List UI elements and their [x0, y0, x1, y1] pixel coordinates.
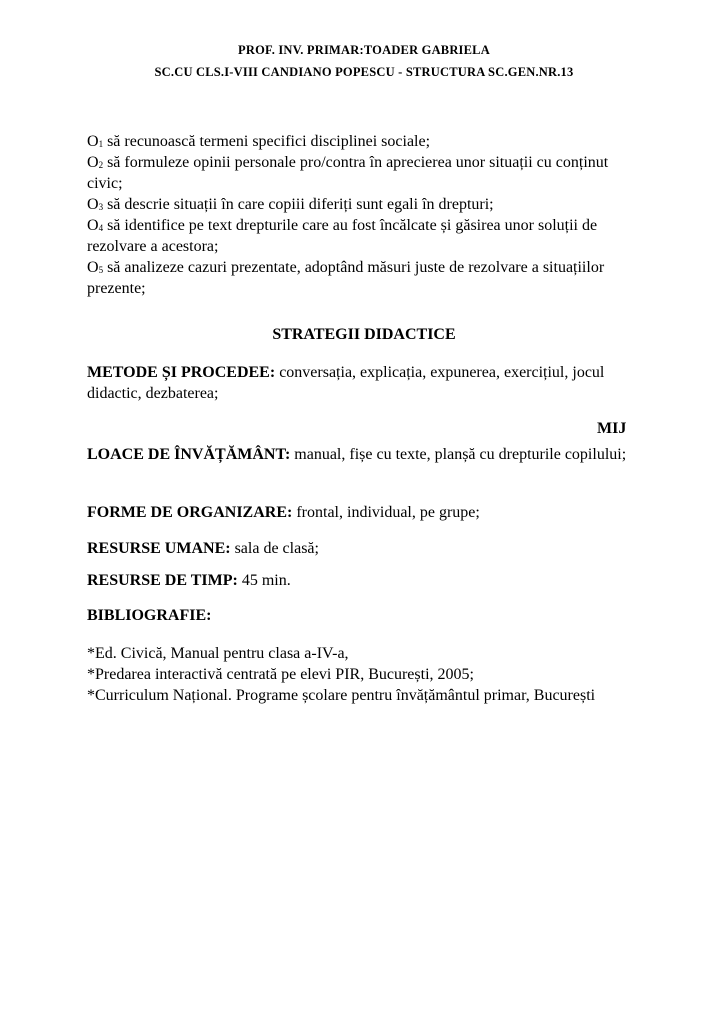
methods-text: conversația, explicația, expunerea, exercițiul, jocul didactic, dezbaterea; [87, 364, 605, 402]
objective-item: $O_1$ să recunoască termeni specifici disciplinei sociale; [87, 133, 431, 150]
header-teacher: PROF. INV. PRIMAR:TOADER GABRIELA [238, 43, 490, 57]
bibliography-item: *Ed. Civică, Manual pentru clasa a-IV-a, [87, 645, 349, 662]
objective-item: $O_4$ să identifice pe text drepturile care au fost încălcate și găsirea unor soluții de rezolvare a acestora; [87, 217, 598, 255]
human-resources-section [87, 538, 642, 559]
forms-label: FORME DE ORGANIZARE: [87, 504, 293, 521]
bibliography-list [87, 643, 687, 706]
means-section [87, 444, 642, 465]
objective-item: $O_5$ să analizeze cazuri prezentate, adoptând măsuri juste de rezolvare a situațiilor prezente; [87, 259, 605, 297]
means-text: manual, fișe cu texte, planșă cu drepturile copilului; [290, 446, 627, 463]
forms-text: frontal, individual, pe grupe; [292, 504, 480, 521]
means-label: LOACE DE ÎNVĂȚĂMÂNT: [87, 446, 291, 463]
time-resources-section [87, 570, 642, 591]
methods-section [87, 362, 642, 404]
methods-label: METODE ȘI PROCEDEE: [87, 364, 276, 381]
header-school: SC.CU CLS.I-VIII CANDIANO POPESCU - STRUCTURA SC.GEN.NR.13 [154, 65, 574, 79]
mij-fragment: MIJ [597, 420, 627, 437]
objectives-list [87, 131, 647, 299]
time-text: 45 min. [237, 572, 291, 589]
time-label: RESURSE DE TIMP: [87, 572, 238, 589]
objective-item: $O_3$ să descrie situații în care copiii diferiți sunt egali în drepturi; [87, 196, 494, 213]
objective-item: $O_2$ să formuleze opinii personale pro/contra în aprecierea unor situații cu conținut civic; [87, 154, 609, 192]
bibliography-item: *Curriculum Național. Programe școlare pentru învățământul primar, București [87, 687, 596, 704]
forms-section [87, 502, 642, 523]
human-label: RESURSE UMANE: [87, 540, 231, 557]
bibliography-item: *Predarea interactivă centrată pe elevi PIR, București, 2005; [87, 666, 474, 683]
human-text: sala de clasă; [230, 540, 319, 557]
strategies-title: STRATEGII DIDACTICE [272, 326, 456, 343]
bibliography-title: BIBLIOGRAFIE: [87, 607, 212, 624]
